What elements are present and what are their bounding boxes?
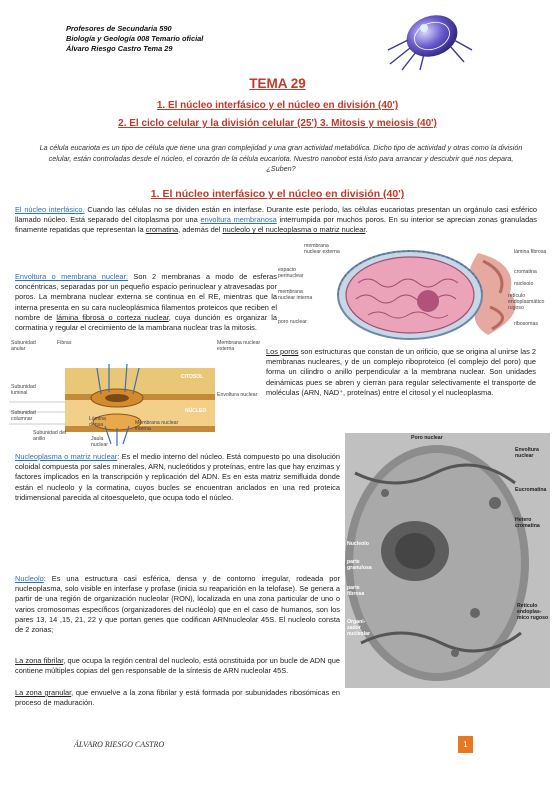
label-lamina-fibrosa: lámina fibrosa (514, 249, 547, 255)
page-number: 1 (458, 736, 473, 753)
figure-nuclear-pore (5, 338, 263, 450)
label-parte-granulosa: parte granulosa (347, 559, 372, 571)
label-lamina-densa: Lámina densa (89, 416, 107, 428)
paragraph-zona-granular: La zona granular, que envuelve a la zona fibrilar y está formada por subunidades ribosómicas en proceso de maduración. (15, 688, 341, 708)
label-envoltura-nuclear: Envoltura nuclear (217, 392, 258, 398)
label-citosol: CITOSOL (181, 374, 204, 380)
label-heterocromatina: Hetero cromatina (515, 517, 540, 529)
paragraph-envoltura: Envoltura o membrana nuclear: Son 2 membranas a modo de esferas concéntricas, separadas por un pequeño espacio perinuclear y atravesadas por poros. La membrana nuclear externa se continua en el RE, mientras que la interna presenta en su cara nucleoplásmica filamentos proteicos que reciben el nombre de lámina fibrosa o corteza nuclear, cuya dunción es organizar la cormatina y regular el crecimiento de la mambrana nuclear tras la mitosis. (15, 272, 277, 333)
label-jaula-nuclear: Jaula nuclear (91, 436, 109, 448)
label-nucleo: NÚCLEO (185, 408, 207, 414)
figure-nucleus-cutaway (278, 243, 548, 341)
label-subunidad-luminal: Subunidad luminal (11, 384, 36, 396)
label-poro-nuclear: poro nuclear (278, 319, 307, 325)
label-nucleolo: Nucleolo (347, 541, 369, 547)
label-reticulo: Retículo endoplas- mico rugoso (517, 603, 549, 621)
subtitle-2: 2. El ciclo celular y la división celular (25') 3. Mitosis y meiosis (40') (118, 118, 437, 129)
paragraph-nucleoplasma: Nucleoplasma o matriz nuclear: Es el medio interno del núcleo. Está compuesto po una disolución coloidal compuesta por sales minerales, ARN, nucleótidos y proteínas, entre las que hay enzimas y factores implicados en la transcripción y replicación del ADN. Es en esta matriz semifluida donde están el nucleolo y la cormatina, cuyos bucles se encuentran anclados en una red proteica tridimensional parecida al citoesqueleto, que ocupa todo el núcleo. (15, 452, 340, 502)
paragraph-zona-fibrilar: La zona fibrilar, que ocupa la región central del nucleolo, está ocnstituida por un bucle de ADN que contiene múltiples copias del gen responsable de la síntesis de ARN nucleolar 45S. (15, 656, 340, 676)
nucleus-cutaway-illustration (278, 243, 548, 341)
subtitle-1: 1. El núcleo interfásico y el núcleo en división (40') (156, 100, 399, 111)
label-reticulo: retículo endoplasmático rugoso (508, 293, 545, 311)
label-membrana-interna: Membrana nuclear interna (135, 420, 179, 432)
label-membrana-externa: membrana nuclear externa (304, 243, 340, 255)
label-ribosomas: ribosomas (514, 321, 538, 327)
label-poro-nuclear: Poro nuclear (411, 435, 443, 441)
footer-author: ÁLVARO RIESGO CASTRO (74, 740, 165, 749)
label-nucleolo: nucleolo (514, 281, 534, 287)
label-eucromatina: Eucromatina (515, 487, 547, 493)
label-membrana-interna: membrana nuclear interna (278, 289, 313, 301)
label-membrana-externa: Membrana nuclear externa (217, 340, 261, 352)
page-title: TEMA 29 (249, 76, 306, 91)
intro-paragraph: La célula eucariota es un tipo de célula que tiene una gran complejidad y una gran actividad metabólica. Dicho tipo de actividad y otras como la división celular, están controladas desde el núcleo, el corazón de la célula eucariota. Nuestro nanobot está listo para arrancar y descubrir qué nos depara, ¿Suben? (39, 143, 523, 173)
label-cromatina: cromatina (514, 269, 537, 275)
header-line-1: Profesores de Secundaria 590 (66, 24, 172, 33)
label-subunidad-anillo: Subunidad del anillo (33, 430, 67, 442)
document-header (66, 24, 203, 55)
label-espacio-perinuclear: espacio perinuclear (278, 267, 304, 279)
term-envoltura: envoltura membranosa (200, 215, 277, 225)
paragraph-nucleolo: Nucleolo: Es una estructura casi esférica, densa y de contorno irregular, rodeada por nucleoplasma, solo visible en interfase y profase (inicia su reaparición en la telofase). Se genera a partir de una región de organización nucleolar (RON), localizada en una zona particular de uno o varios cromosomas específicos (organizadores del nucléolo) que en el caso de humanos, son los pares 13, 14 ,15, 21, 22 y que portan genes que codifican ARNnucleolar 45S. El nucleolo consta de 2 zonas; (15, 574, 340, 635)
label-parte-fibrosa: parte fibrosa (347, 585, 365, 597)
term-nucleo-interfasico: El núcleo interfásico. (15, 205, 85, 214)
header-line-2: Biología y Geología 008 Temario oficial (66, 34, 204, 44)
paragraph-nucleo-interfasico: El núcleo interfásico. Cuando las células no se dividen están en interfase. Durante este período, las células eucariotas presentan un orgánulo casi esférico llamado núcleo. Está separado del citoplasma por una envoltura membranosa interrumpida por muchos poros. En su interior se aprecian zonas granuladas finamente repatidas que representan la cromatina, además del nucleolo y el nucleoplasma o matriz nuclear. (15, 205, 537, 235)
paragraph-poros: Los poros son estructuras que constan de un orificio, que se origina al unirse las 2 membranas nucleares, y de un complejo riboproteico (el complejo del poro) que forma un cilindro o anillo perpendicular a la membrana nuclear. Son unidades deinámicas pues se abren y cierran para regular selectivamente el transporte de moléculas (ARN, NAD⁺, proteínas) entre el citosol y el nucleoplasma. (266, 347, 536, 397)
label-envoltura-nuclear: Envoltura nuclear (515, 447, 539, 459)
figure-nucleus-micrograph (345, 433, 550, 688)
label-subunidad-columnar: Subunidad columnar (11, 410, 36, 422)
label-fibras: Fibras (57, 340, 72, 346)
header-line-3: Álvaro Riesgo Castro Tema 29 (66, 44, 173, 54)
nucleus-micrograph-image (345, 433, 550, 688)
section-heading: 1. El núcleo interfásico y el núcleo en división (40') (150, 188, 405, 200)
nanobot-logo-icon (380, 2, 476, 72)
label-organizador-nucleolar: Organi- zador nucleolar (347, 619, 371, 637)
label-subunidad-anular: Subunidad anular (11, 340, 36, 352)
